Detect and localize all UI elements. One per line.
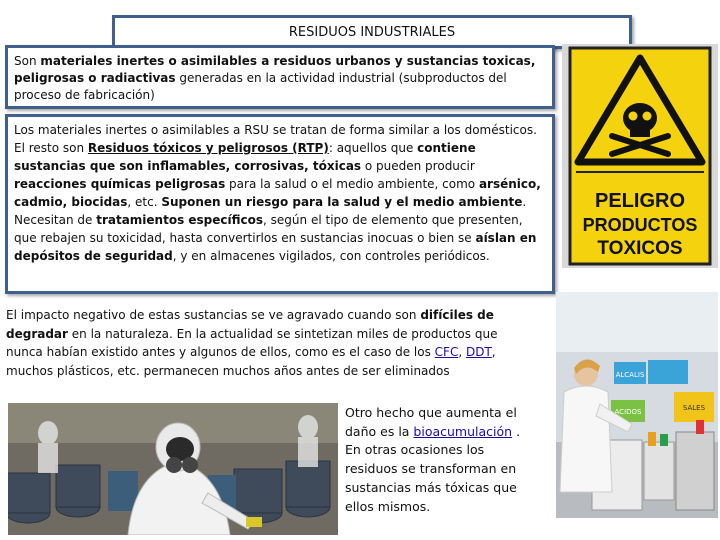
detail-text-6: . Necesitan de <box>14 195 527 227</box>
detail-text-4: para la salud o el medio ambiente, como <box>225 177 479 191</box>
lab-label-a: ALCALIS <box>615 371 645 379</box>
detail-bold-6: tratamientos específicos <box>96 213 264 227</box>
other-text-2: . En otras ocasiones los residuos se transforman en sustancias más tóxicas que ellos mismos. <box>345 423 521 514</box>
detail-text-2: : aquellos que <box>328 141 418 155</box>
detail-bold-4: arsénico, cadmio, biocidas <box>14 177 541 209</box>
sign-text-line3: TOXICOS <box>597 238 683 259</box>
lab-label-b: ACIDOS <box>614 408 642 416</box>
intro-bold: materiales inertes o asimilables a residuos urbanos y sustancias toxicas, peligrosas o radiactivas <box>14 54 536 85</box>
laboratory-waste-image <box>556 292 718 518</box>
bioacumulacion-link[interactable]: bioacumulación <box>413 423 513 439</box>
detail-text-8: , y en almacenes vigilados, con controles periódicos. <box>172 249 490 263</box>
intro-box <box>5 45 555 109</box>
impact-text-3: , muchos plásticos, etc. permanecen muchos años antes de ser eliminados <box>6 345 496 378</box>
impact-text-2: en la naturaleza. En la actualidad se sintetizan miles de productos que nunca habían existido antes y algunos de ellos, como es el caso de los <box>6 326 498 359</box>
hazmat-workers-image <box>8 403 338 535</box>
impact-text-1: El impacto negativo de estas sustancias se ve agravado cuando son <box>6 308 421 322</box>
detail-bold-5: Suponen un riesgo para la salud y el medio ambiente <box>161 195 523 209</box>
cfc-link[interactable]: CFC <box>434 345 459 359</box>
detail-bold-3: reacciones químicas peligrosas <box>14 177 226 191</box>
toxic-warning-sign-image <box>562 44 718 268</box>
detail-box <box>5 114 555 294</box>
detail-text-7: , según el tipo de elemento que presenten, que rebajen su toxicidad, hasta convertirlos en sustancias inocuas o bien se <box>14 213 523 245</box>
impact-sep: , <box>458 345 466 359</box>
detail-bold-2: contiene sustancias que son inflamables, corrosivas, tóxicas <box>14 141 476 173</box>
detail-text-5: , etc. <box>127 195 162 209</box>
sign-text-line2: PRODUCTOS <box>582 215 698 235</box>
rtp-term: Residuos tóxicos y peligrosos (RTP) <box>87 141 329 155</box>
title-box <box>112 15 632 49</box>
detail-text-3: o pueden producir <box>361 159 475 173</box>
bioaccumulation-paragraph <box>345 404 533 516</box>
page-title: RESIDUOS INDUSTRIALES <box>288 25 456 40</box>
intro-text-end: generadas en la actividad industrial (subproductos del proceso de fabricación) <box>14 71 507 102</box>
impact-paragraph <box>6 306 536 380</box>
impact-bold: difíciles de degradar <box>6 308 494 341</box>
other-text-1: Otro hecho que aumenta el daño es la <box>345 405 517 439</box>
detail-bold-7: aíslan en depósitos de seguridad <box>14 231 537 263</box>
detail-text-1: Los materiales inertes o asimilables a RSU se tratan de forma similar a los domésticos. El resto son <box>14 123 537 155</box>
sign-text-line1: PELIGRO <box>594 190 686 212</box>
lab-label-c: SALES <box>682 404 706 412</box>
ddt-link[interactable]: DDT <box>465 345 492 359</box>
intro-text: Son <box>14 54 41 68</box>
